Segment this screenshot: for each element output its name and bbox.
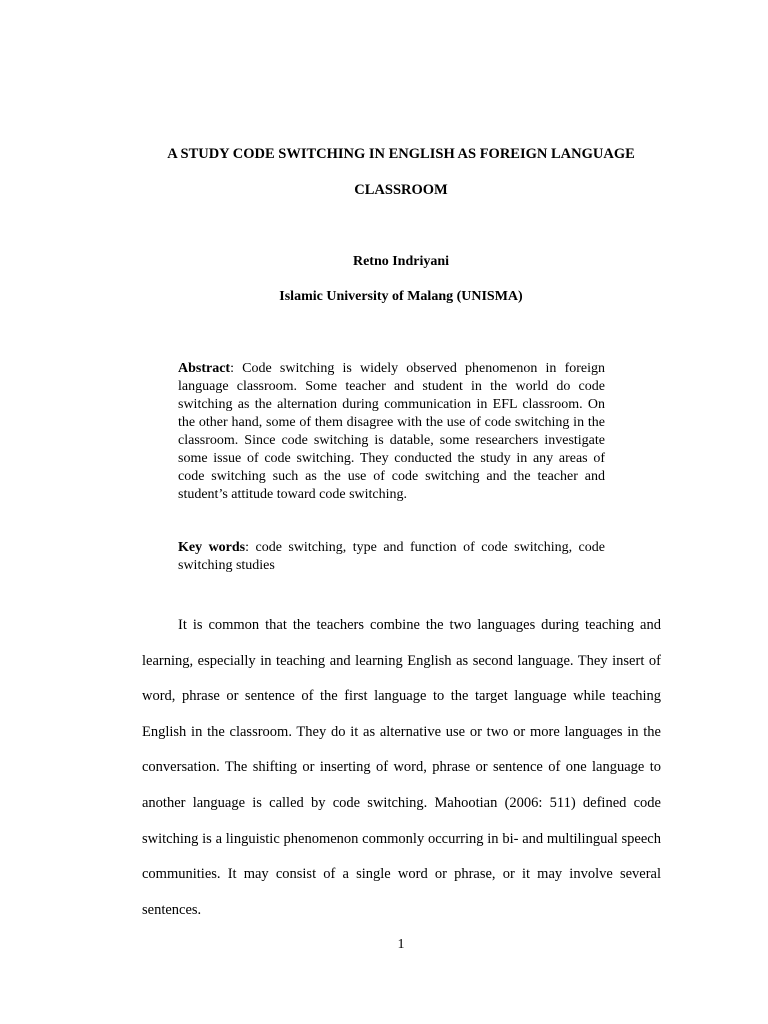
keywords-text: : code switching, type and function of code switching, code switching studies [178,540,605,573]
paper-title-line-1: A STUDY CODE SWITCHING IN ENGLISH AS FOREIGN LANGUAGE [167,146,635,162]
abstract [178,360,605,504]
abstract-label: Abstract [178,361,231,376]
paper-title-line-2: CLASSROOM [354,182,448,198]
abstract-text: : Code switching is widely observed phenomenon in foreign language classroom. Some teacher and student in the world do code switching as the alternation during communication in EFL classroom. On the other hand, some of them disagree with the use of code switching in the classroom. Since code switching is datable, some researchers investigate some issue of code switching. They conducted the study in any areas of code switching such as the use of code switching and the teacher and student’s attitude toward code switching. [178,361,605,502]
body-paragraph: It is common that the teachers combine the two languages during teaching and learning, especially in teaching and learning English as second language. They insert of word, phrase or sentence of the first language to the target language while teaching English in the classroom. They do it as alternative use or two or more languages in the conversation. The shifting or inserting of word, phrase or sentence of one language to another language is called by code switching. Mahootian (2006: 511) defined code switching is a linguistic phenomenon commonly occurring in bi- and multilingual speech communities. It may consist of a single word or phrase, or it may involve several sentences. [142,617,661,918]
page-number: 1 [397,937,405,952]
keywords [178,539,605,575]
author-affiliation: Islamic University of Malang (UNISMA) [279,289,523,304]
keywords-label: Key words [178,540,246,555]
author-name: Retno Indriyani [352,254,450,269]
